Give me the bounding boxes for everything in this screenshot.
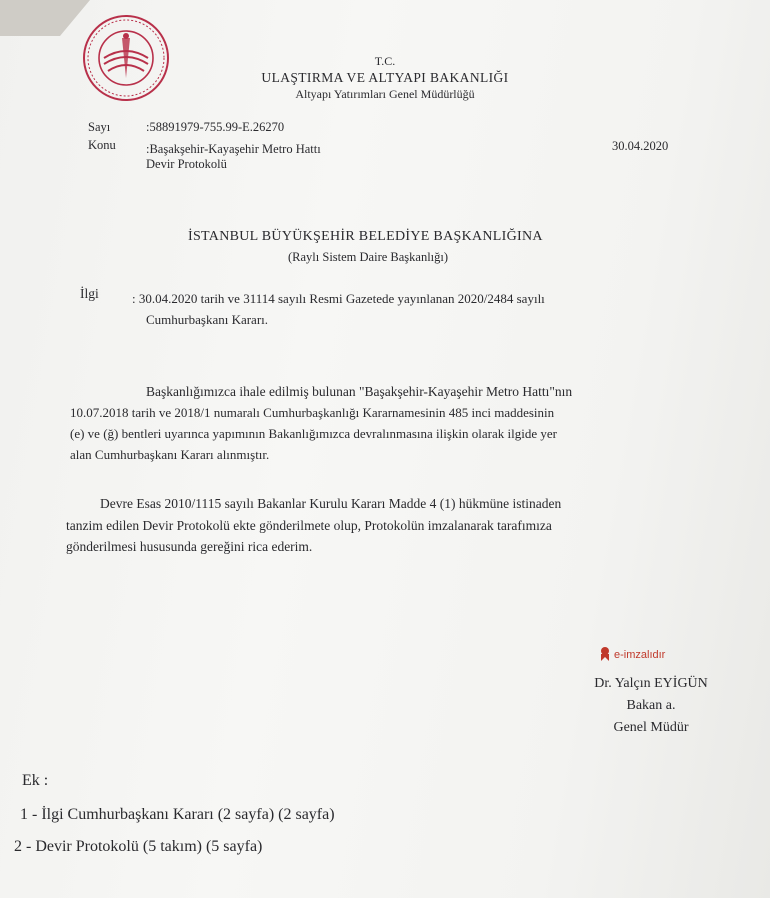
body-p2-line1: Devre Esas 2010/1115 sayılı Bakanlar Kurulu Kararı Madde 4 (1) hükmüne istinaden <box>100 496 562 511</box>
header-ministry: ULAŞTIRMA VE ALTYAPI BAKANLIĞI <box>261 70 509 85</box>
header-directorate: Altyapı Yatırımları Genel Müdürlüğü <box>295 87 475 101</box>
ek-item-2: 2 - Devir Protokolü (5 takım) (5 sayfa) <box>14 838 263 855</box>
ribbon-award-icon <box>600 647 610 661</box>
body-p2-line2: tanzim edilen Devir Protokolü ekte gönderilmete olup, Protokolün imzalanarak tarafımıza <box>66 518 552 533</box>
body-p1-line2: 10.07.2018 tarih ve 2018/1 numaralı Cumhurbaşkanlığı Kararnamesinin 485 inci maddesinin <box>70 405 555 420</box>
header-tc: T.C. <box>374 54 396 68</box>
konu-value-line1: :Başakşehir-Kayaşehir Metro Hattı <box>146 142 321 156</box>
e-signature-text: e-imzalıdır <box>614 649 666 661</box>
recipient-subtitle: (Raylı Sistem Daire Başkanlığı) <box>288 250 449 264</box>
signer-name: Dr. Yalçın EYİGÜN <box>594 676 708 691</box>
document-date: 30.04.2020 <box>612 139 669 153</box>
ek-title: Ek : <box>22 772 49 789</box>
sayi-value: :58891979-755.99-E.26270 <box>146 120 285 134</box>
ilgi-line2: Cumhurbaşkanı Kararı. <box>146 312 269 327</box>
body-p2-line3: gönderilmesi hususunda gereğini rica ederim. <box>66 539 313 554</box>
e-signature-badge <box>600 647 665 661</box>
page-fold <box>0 0 90 36</box>
ilgi-label: İlgi <box>80 286 99 301</box>
ministry-seal-logo <box>82 14 170 102</box>
ilgi-line1: : 30.04.2020 tarih ve 31114 sayılı Resmi Gazetede yayınlanan 2020/2484 sayılı <box>132 291 545 306</box>
recipient-title: İSTANBUL BÜYÜKŞEHİR BELEDİYE BAŞKANLIĞINA <box>188 229 543 244</box>
body-p1-line3: (e) ve (ğ) bentleri uyarınca yapımının Bakanlığımızca devralınmasına ilişkin olarak ilgide yer <box>70 426 557 441</box>
konu-label: Konu <box>88 138 116 152</box>
signer-title: Genel Müdür <box>613 720 689 735</box>
konu-value-line2: Devir Protokolü <box>146 157 227 171</box>
body-p1-line4: alan Cumhurbaşkanı Kararı alınmıştır. <box>70 447 270 462</box>
body-p1-line1: Başkanlığımızca ihale edilmiş bulunan "Başakşehir-Kayaşehir Metro Hattı"nın <box>146 384 573 399</box>
signer-line2: Bakan a. <box>626 698 676 713</box>
ek-item-1: 1 - İlgi Cumhurbaşkanı Kararı (2 sayfa) (2 sayfa) <box>20 806 335 823</box>
sayi-label: Sayı <box>88 120 111 134</box>
